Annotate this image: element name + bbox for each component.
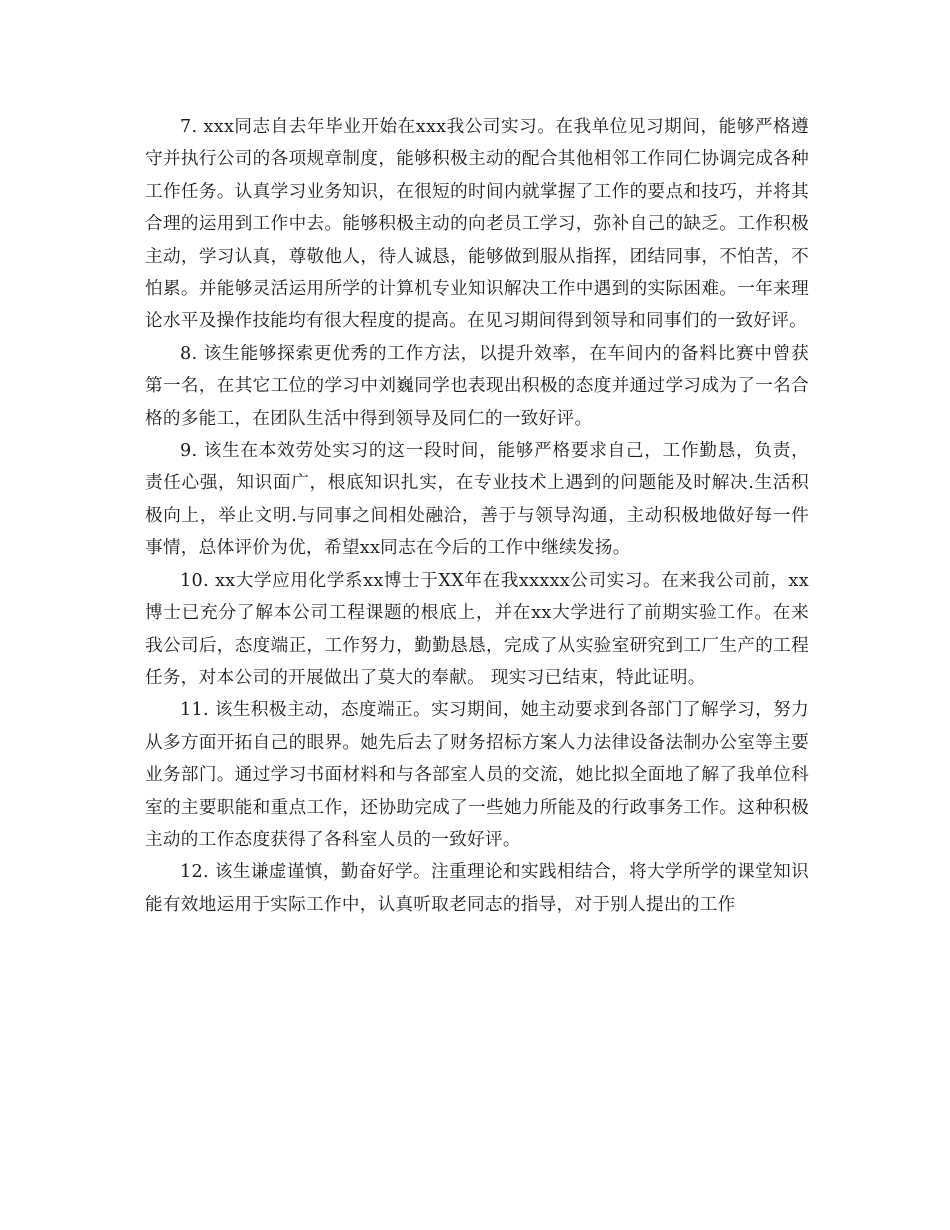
paragraph-8: 8. 该生能够探索更优秀的工作方法，以提升效率，在车间内的备料比赛中曾获第一名，在其它工位的学习中刘巍同学也表现出积极的态度并通过学习成为了一名合格的多能工，在团队生活中得到领导及同仁的一致好评。	[145, 343, 809, 429]
paragraph-9: 9. 该生在本效劳处实习的这一段时间，能够严格要求自己，工作勤恳，负责，责任心强，知识面广，根底知识扎实，在专业技术上遇到的问题能及时解决.生活积极向上，举止文明.与同事之间相处融洽，善于与领导沟通，主动积极地做好每一件事情，总体评价为优，希望xx同志在今后的工作中继续发扬。	[145, 441, 809, 559]
document-body	[145, 111, 809, 921]
paragraph-7: 7. xxx同志自去年毕业开始在xxx我公司实习。在我单位见习期间，能够严格遵守并执行公司的各项规章制度，能够积极主动的配合其他相邻工作同仁协调完成各种工作任务。认真学习业务知识，在很短的时间内就掌握了工作的要点和技巧，并将其合理的运用到工作中去。能够积极主动的向老员工学习，弥补自己的缺乏。工作积极主动，学习认真，尊敬他人，待人诚恳，能够做到服从指挥，团结同事，不怕苦，不怕累。并能够灵活运用所学的计算机专业知识解决工作中遇到的实际困难。一年来理论水平及操作技能均有很大程度的提高。在见习期间得到领导和同事们的一致好评。	[145, 117, 809, 332]
paragraph-10: 10. xx大学应用化学系xx博士于XX年在我xxxxx公司实习。在来我公司前，xx博士已充分了解本公司工程课题的根底上，并在xx大学进行了前期实验工作。在来我公司后，态度端正，工作努力，勤勤恳恳，完成了从实验室研究到工厂生产的工程任务，对本公司的开展做出了莫大的奉献。 现实习已结束，特此证明。	[145, 570, 809, 688]
paragraph-12: 12. 该生谦虚谨慎，勤奋好学。注重理论和实践相结合，将大学所学的课堂知识能有效地运用于实际工作中，认真听取老同志的指导，对于别人提出的工作	[145, 862, 809, 915]
paragraph-11: 11. 该生积极主动，态度端正。实习期间，她主动要求到各部门了解学习，努力从多方面开拓自己的眼界。她先后去了财务招标方案人力法律设备法制办公室等主要业务部门。通过学习书面材料和与各部室人员的交流，她比拟全面地了解了我单位科室的主要职能和重点工作，还协助完成了一些她力所能及的行政事务工作。这种积极主动的工作态度获得了各科室人员的一致好评。	[145, 700, 809, 850]
